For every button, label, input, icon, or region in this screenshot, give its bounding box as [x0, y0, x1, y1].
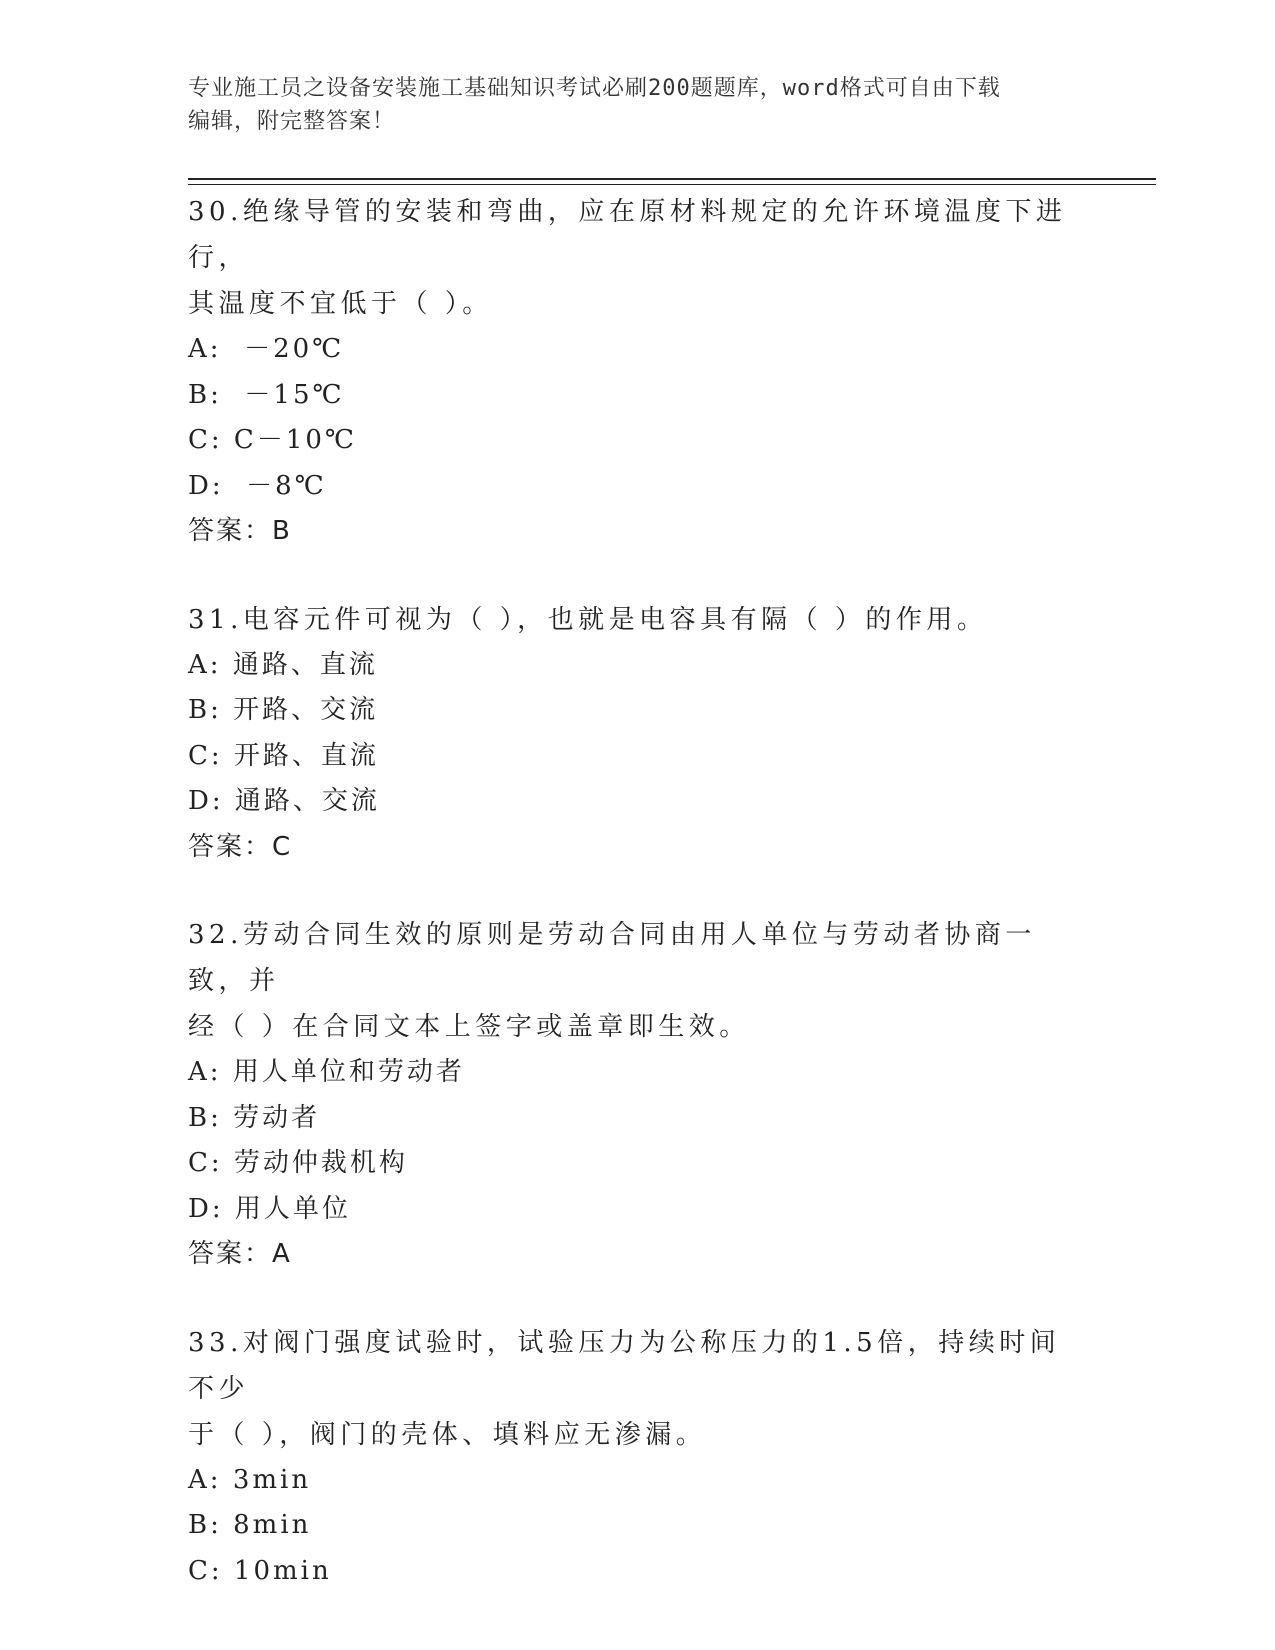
answer-value: A — [272, 1239, 292, 1269]
option-label: D: — [188, 786, 224, 816]
question-text-line2: 经（ ）在合同文本上签字或盖章即生效。 — [188, 1012, 750, 1042]
option-c — [188, 1141, 1088, 1187]
question-number: 33. — [188, 1327, 243, 1358]
answer-value: C — [272, 831, 293, 862]
option-label: B: — [188, 1510, 222, 1540]
answer-value: B — [272, 516, 292, 546]
option-label: A: — [188, 1464, 222, 1495]
answer-label: 答案： — [188, 516, 273, 546]
option-value: 开路、直流 — [233, 740, 379, 771]
header-divider-thin — [188, 184, 1156, 185]
header-title-line2: 编辑，附完整答案！ — [188, 109, 396, 134]
question-number: 32. — [188, 920, 243, 950]
question-text-line2: 其温度不宜低于（ ）。 — [188, 289, 493, 319]
question-number: 31. — [188, 604, 243, 635]
option-value: 用人单位 — [234, 1193, 351, 1224]
option-value: 劳动者 — [233, 1102, 321, 1133]
option-label: D: — [188, 1193, 224, 1224]
option-a — [188, 643, 1088, 689]
option-b — [188, 373, 1088, 419]
option-label: D: — [188, 470, 224, 501]
option-label: B: — [188, 379, 222, 410]
option-label: C: — [188, 425, 223, 455]
question-text — [188, 189, 1088, 281]
question-31 — [188, 597, 1088, 871]
option-d — [188, 779, 1088, 825]
option-a — [188, 1050, 1088, 1096]
option-c — [188, 1549, 1088, 1595]
option-b — [188, 1096, 1088, 1142]
question-text — [188, 597, 1088, 643]
option-label: A: — [188, 649, 222, 680]
question-text-line1: 电容元件可视为（ ），也就是电容具有隔（ ）的作用。 — [242, 604, 988, 635]
question-text-line1: 对阀门强度试验时，试验压力为公称压力的1.5倍，持续时间不少 — [188, 1327, 1061, 1404]
option-b — [188, 1503, 1088, 1549]
question-number: 30. — [188, 197, 243, 227]
answer-label: 答案： — [188, 1239, 273, 1269]
question-text — [188, 1320, 1088, 1412]
question-30 — [188, 189, 1088, 555]
option-b — [188, 688, 1088, 734]
option-label: B: — [188, 1102, 222, 1133]
option-value: 10min — [233, 1555, 332, 1586]
option-value: C－10℃ — [233, 425, 357, 455]
header-divider-thick — [188, 178, 1156, 180]
option-value: 劳动仲裁机构 — [233, 1148, 408, 1178]
option-value: 通路、交流 — [234, 786, 380, 816]
option-c — [188, 418, 1088, 464]
option-a — [188, 1458, 1088, 1504]
option-value: 开路、交流 — [233, 695, 379, 725]
option-value: 用人单位和劳动者 — [232, 1057, 465, 1087]
option-value: －15℃ — [233, 379, 345, 410]
question-list — [188, 189, 1088, 1636]
option-value: 3min — [232, 1464, 312, 1495]
question-text — [188, 912, 1088, 1004]
question-text-line1: 劳动合同生效的原则是劳动合同由用人单位与劳动者协商一致，并 — [188, 920, 1036, 996]
document-header — [188, 72, 1068, 138]
option-c — [188, 734, 1088, 780]
option-value: －20℃ — [232, 334, 345, 364]
option-label: C: — [188, 740, 223, 771]
answer-line — [188, 1232, 1088, 1278]
question-32 — [188, 912, 1088, 1278]
answer-line — [188, 825, 1088, 871]
option-value: 通路、直流 — [232, 649, 378, 680]
question-text-line2: 于（ ），阀门的壳体、填料应无渗漏。 — [188, 1419, 707, 1450]
option-d — [188, 464, 1088, 510]
option-value: －8℃ — [234, 470, 327, 501]
option-value: 8min — [233, 1510, 312, 1540]
option-label: C: — [188, 1555, 223, 1586]
answer-label: 答案： — [188, 831, 273, 862]
question-text-line1: 绝缘导管的安装和弯曲，应在原材料规定的允许环境温度下进行， — [188, 197, 1067, 273]
question-33 — [188, 1320, 1088, 1595]
option-a — [188, 327, 1088, 373]
option-label: C: — [188, 1148, 223, 1178]
header-title-line1: 专业施工员之设备安装施工基础知识考试必刷200题题库，word格式可自由下载 — [188, 76, 1001, 101]
option-d — [188, 1187, 1088, 1233]
answer-line — [188, 509, 1088, 555]
option-label: A: — [188, 1057, 222, 1087]
option-label: A: — [188, 334, 222, 364]
option-label: B: — [188, 695, 222, 725]
